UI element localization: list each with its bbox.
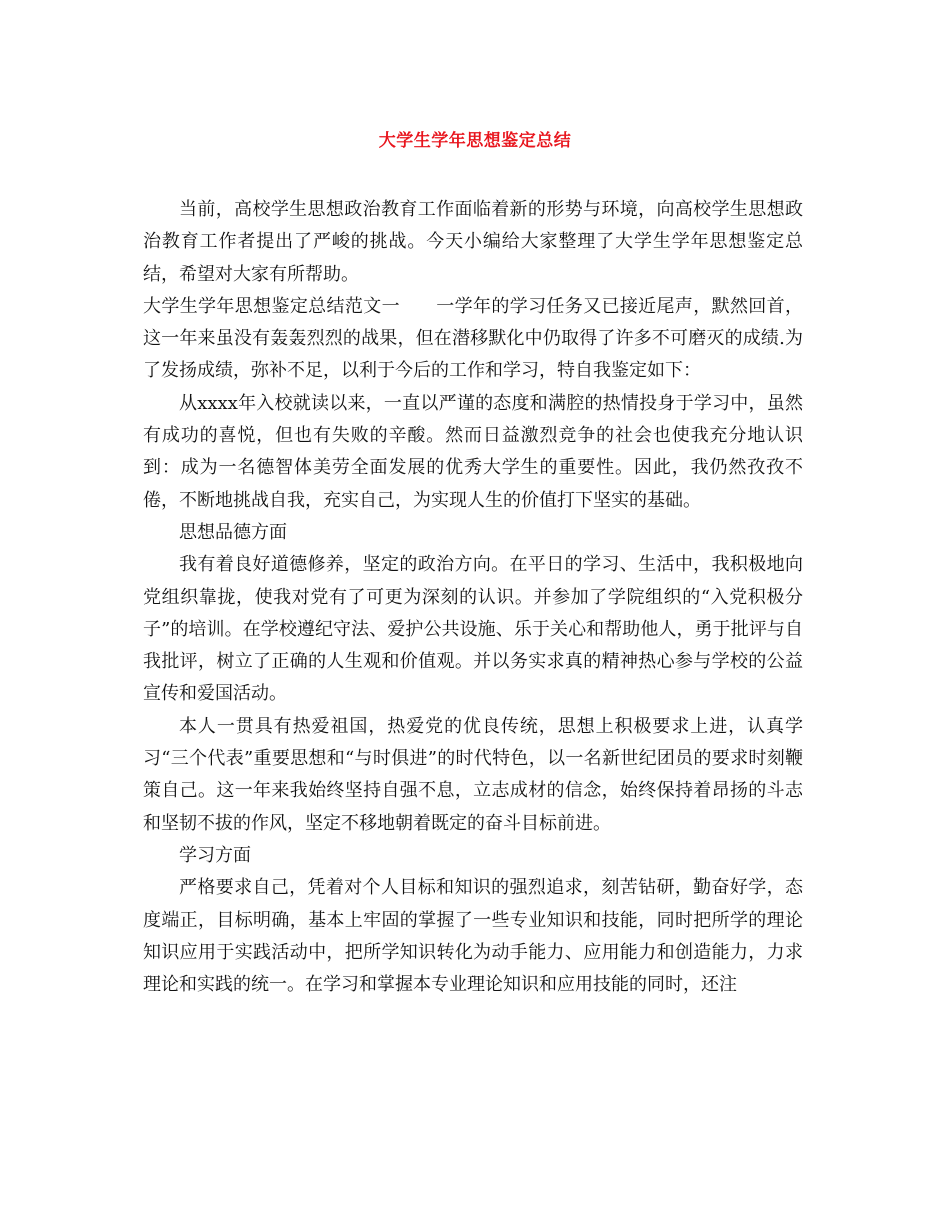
section-heading-study: 学习方面 (179, 844, 251, 866)
section-heading-moral: 思想品德方面 (179, 521, 287, 543)
sample-intro-text: 一学年的学习任务又已接近尾声，默然回首，这一年来虽没有轰轰烈烈的战果，但在潜移默化中仍取得了许多不可磨灭的成绩.为了发扬成绩，弥补不足，以利于今后的工作和学习，特自我鉴定如下： (143, 295, 804, 382)
study-paragraph: 严格要求自己，凭着对个人目标和知识的强烈追求，刻苦钻研，勤奋好学，态度端正，目标明确，基本上牢固的掌握了一些专业知识和技能，同时把所学的理论知识应用于实践活动中，把所学知识转化为动手能力、应用能力和创造能力，力求理论和实践的统一。在学习和掌握本专业理论知识和应用技能的同时，还注 (143, 877, 803, 996)
moral-paragraph-1: 我有着良好道德修养，坚定的政治方向。在平日的学习、生活中，我积极地向党组织靠拢，使我对党有了可更为深刻的认识。并参加了学院组织的“入党积极分子”的培训。在学校遵纪守法、爱护公共设施、乐于关心和帮助他人，勇于批评与自我批评，树立了正确的人生观和价值观。并以务实求真的精神热心参与学校的公益宣传和爱国活动。 (143, 554, 803, 705)
document-body (143, 194, 803, 1001)
moral-paragraph-2: 本人一贯具有热爱祖国，热爱党的优良传统，思想上积极要求上进，认真学习“三个代表”重要思想和“与时俱进”的时代特色，以一名新世纪团员的要求时刻鞭策自己。这一年来我始终坚持自强不息，立志成材的信念，始终保持着昂扬的斗志和坚韧不拔的作风，坚定不移地朝着既定的奋斗目标前进。 (143, 715, 803, 834)
sample-paragraph (143, 291, 803, 388)
enrollment-paragraph: 从xxxx年入校就读以来，一直以严谨的态度和满腔的热情投身于学习中，虽然有成功的喜悦，但也有失败的辛酸。然而日益激烈竞争的社会也使我充分地认识到：成为一名德智体美劳全面发展的优秀大学生的重要性。因此，我仍然孜孜不倦，不断地挑战自我，充实自己，为实现人生的价值打下坚实的基础。 (143, 392, 803, 511)
sample-heading: 大学生学年思想鉴定总结范文一 (143, 295, 400, 317)
intro-paragraph: 当前，高校学生思想政治教育工作面临着新的形势与环境，向高校学生思想政治教育工作者提出了严峻的挑战。今天小编给大家整理了大学生学年思想鉴定总结，希望对大家有所帮助。 (143, 199, 803, 285)
document-title: 大学生学年思想鉴定总结 (378, 131, 572, 151)
